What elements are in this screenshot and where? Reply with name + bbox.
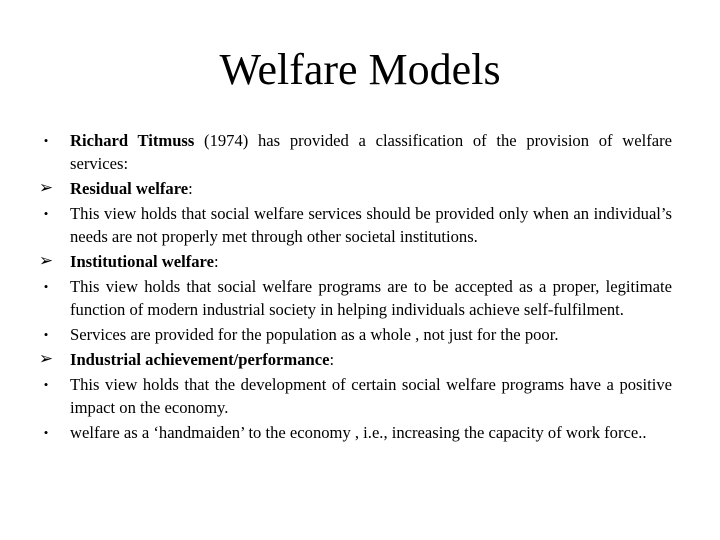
bullet-item bbox=[36, 275, 672, 321]
bullet-text: This view holds that social welfare programs are to be accepted as a proper, legitimate function of modern industrial society in helping individuals achieve self-fulfilment. bbox=[70, 277, 672, 319]
bullet-bold-text: Institutional welfare bbox=[70, 252, 214, 271]
bullet-list bbox=[36, 129, 672, 446]
bullet-text: : bbox=[213, 252, 219, 271]
bullet-text: welfare as a ‘handmaiden’ to the economy , i.e., increasing the capacity of work force.. bbox=[70, 423, 647, 442]
bullet-dot-icon: • bbox=[43, 206, 49, 221]
bullet-item bbox=[36, 202, 672, 248]
bullet-item bbox=[36, 129, 672, 175]
bullet-item bbox=[36, 373, 672, 419]
bullet-bold-text: Richard Titmuss bbox=[70, 131, 195, 150]
bullet-dot-icon: • bbox=[43, 425, 49, 440]
bullet-text: (1974) has provided a classification of the provision of welfare services: bbox=[70, 131, 672, 173]
bullet-dot-icon: • bbox=[43, 327, 49, 342]
bullet-text: : bbox=[329, 350, 335, 369]
slide-title: Welfare Models bbox=[219, 45, 501, 94]
bullet-item bbox=[36, 323, 672, 346]
arrow-bullet-icon: ➢ bbox=[38, 349, 54, 369]
bullet-bold-text: Industrial achievement/performance bbox=[70, 350, 330, 369]
bullet-text: This view holds that the development of certain social welfare programs have a positive impact on the economy. bbox=[70, 375, 672, 417]
bullet-text: Services are provided for the population as a whole , not just for the poor. bbox=[70, 325, 559, 344]
bullet-text: This view holds that social welfare services should be provided only when an individual’s needs are not properly met through other societal institutions. bbox=[70, 204, 672, 246]
bullet-item bbox=[36, 250, 672, 273]
bullet-dot-icon: • bbox=[43, 133, 49, 148]
bullet-text: : bbox=[188, 179, 193, 198]
bullet-dot-icon: • bbox=[43, 279, 49, 294]
arrow-bullet-icon: ➢ bbox=[38, 178, 54, 198]
arrow-bullet-icon: ➢ bbox=[38, 251, 54, 271]
bullet-item bbox=[36, 177, 672, 200]
bullet-item bbox=[36, 348, 672, 371]
bullet-dot-icon: • bbox=[43, 377, 49, 392]
bullet-bold-text: Residual welfare bbox=[70, 179, 189, 198]
bullet-item bbox=[36, 421, 672, 444]
